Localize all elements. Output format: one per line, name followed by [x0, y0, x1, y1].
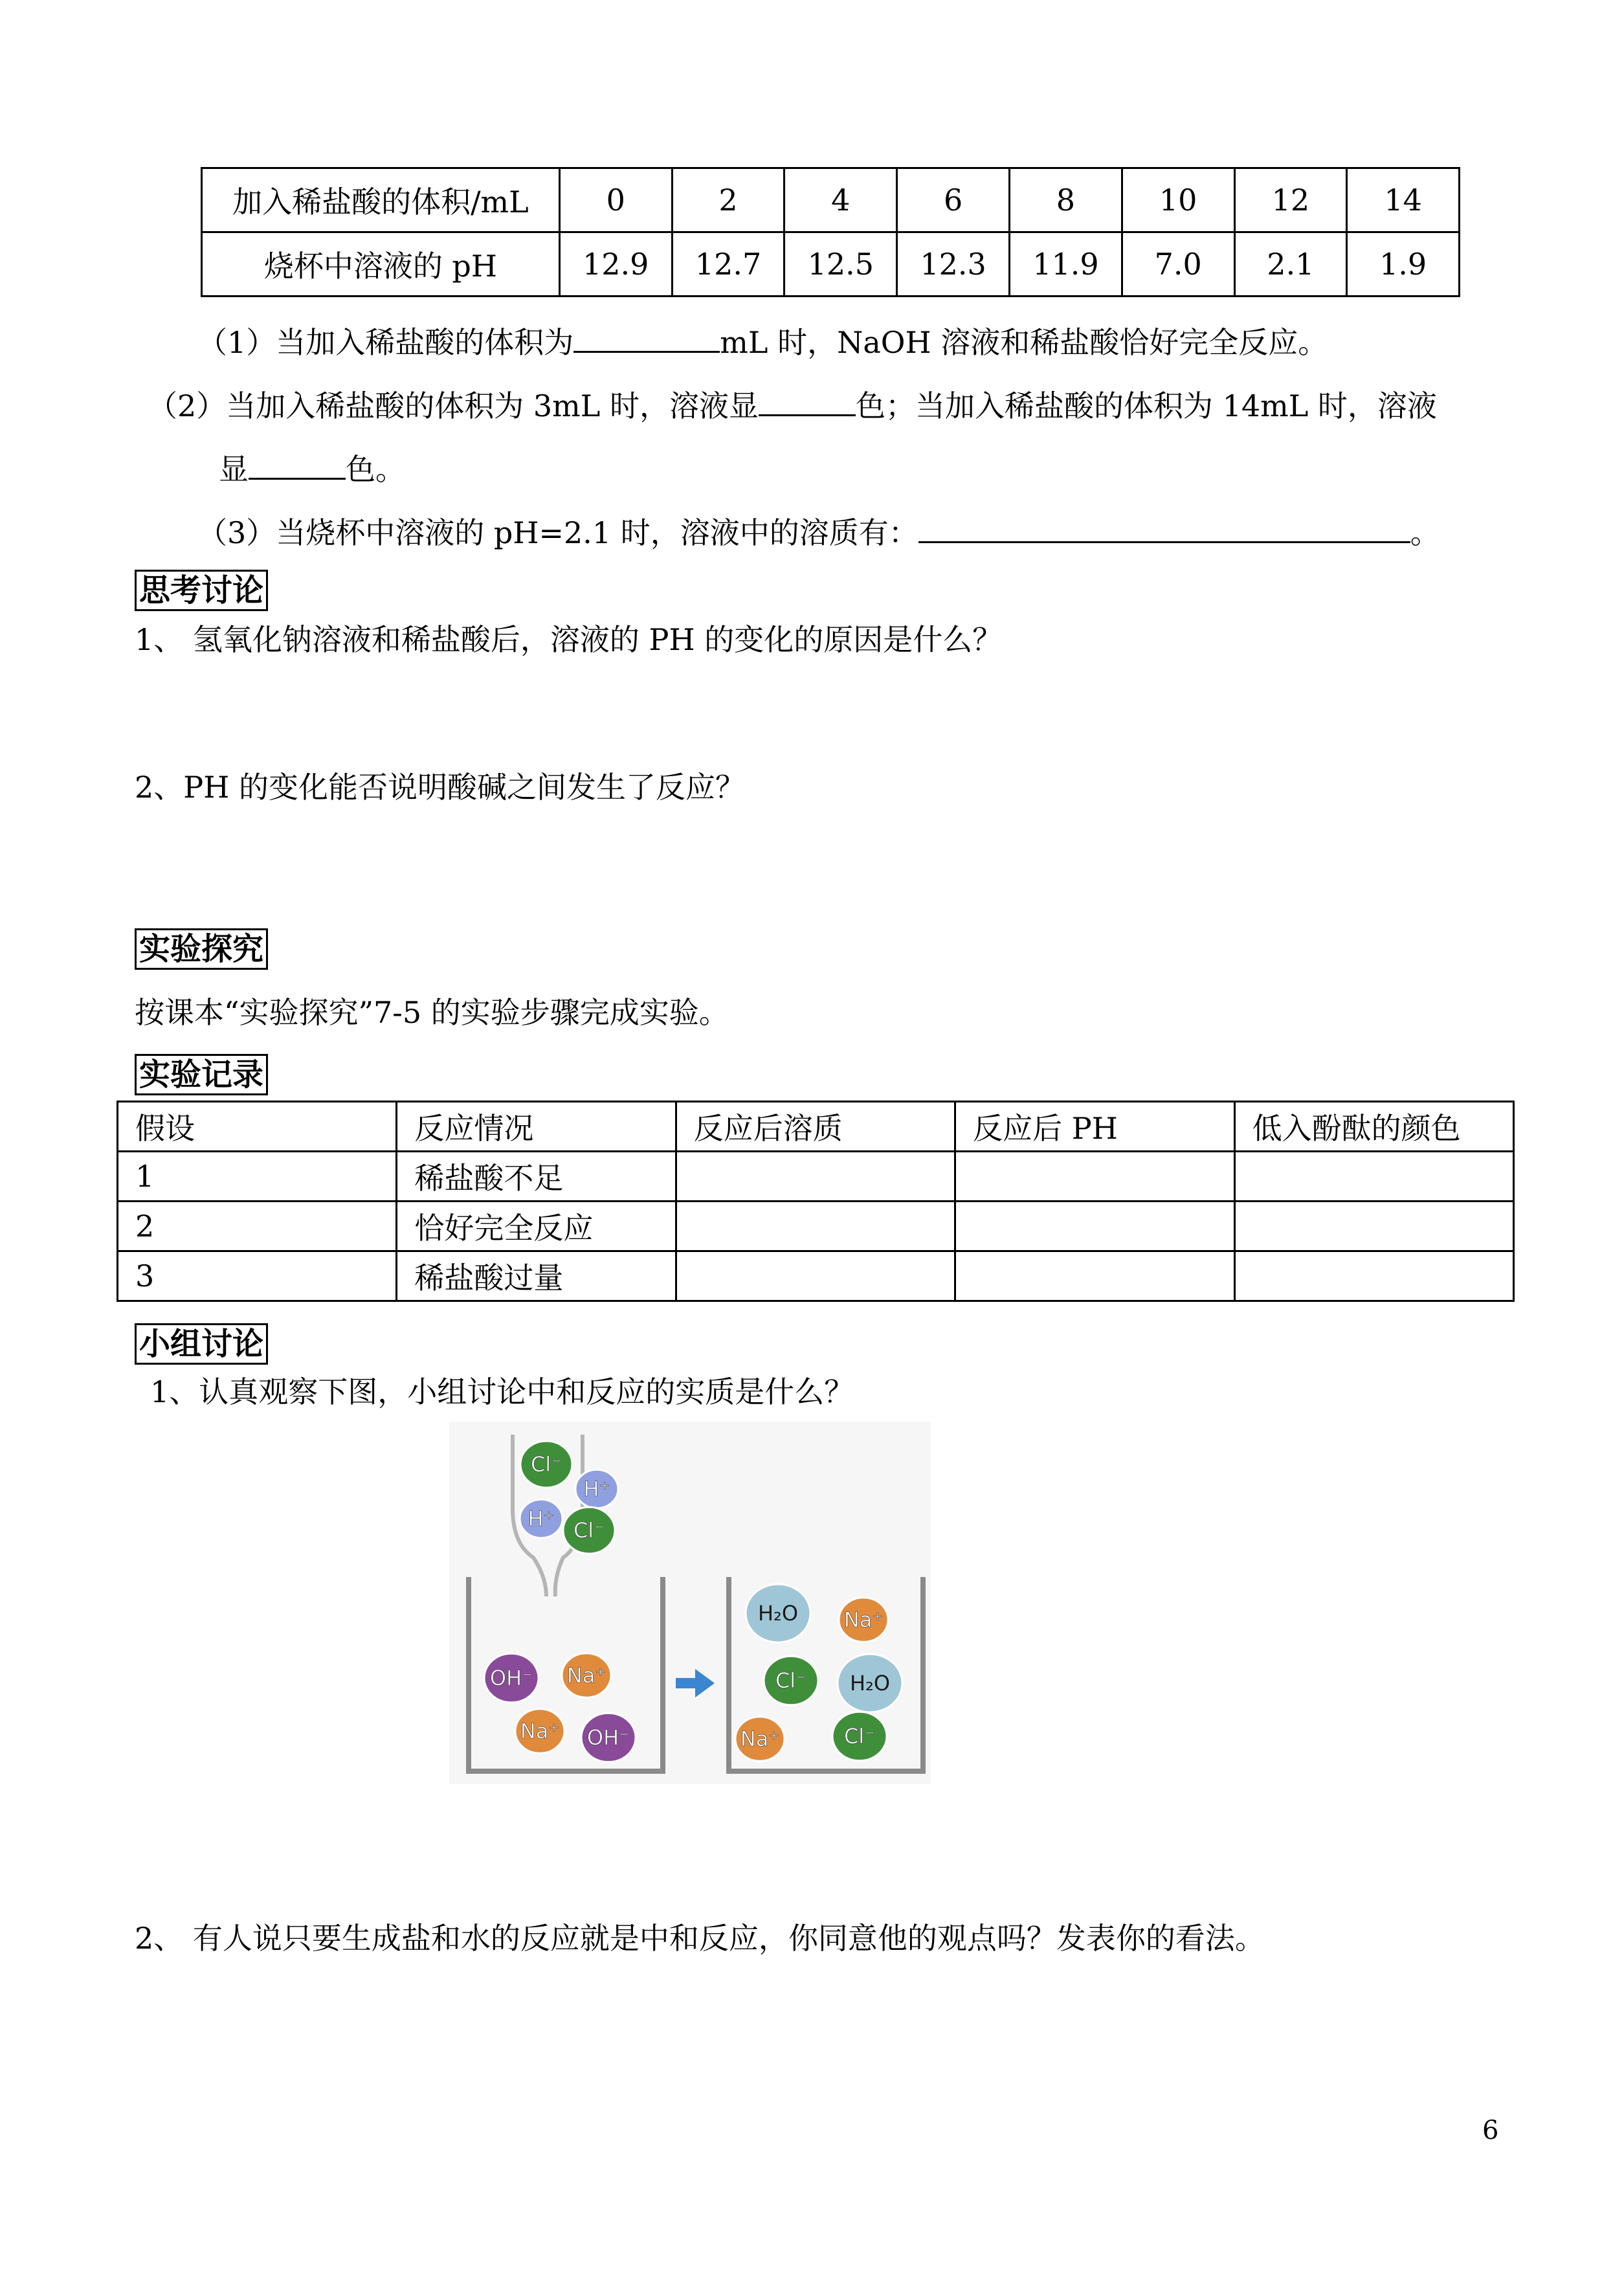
ion-label: Cl⁻	[843, 1724, 876, 1749]
record-cell: 2	[118, 1202, 397, 1251]
record-cell[interactable]	[1234, 1152, 1513, 1202]
ion-label: Na⁺	[740, 1727, 780, 1751]
ph-data-table	[201, 167, 1460, 297]
question-1	[197, 320, 1328, 362]
record-heading: 实验记录	[135, 1054, 268, 1095]
ion-label: OH⁻	[489, 1666, 533, 1690]
ph-cell: 12.9	[559, 232, 672, 296]
record-cell: 稀盐酸过量	[397, 1251, 676, 1301]
volume-cell: 10	[1122, 168, 1234, 232]
record-cell[interactable]	[955, 1251, 1234, 1301]
ph-cell: 1.9	[1347, 232, 1460, 296]
volume-cell: 12	[1234, 168, 1347, 232]
question-2-text-d: 色。	[346, 452, 405, 487]
record-cell[interactable]	[676, 1152, 955, 1202]
record-row	[118, 1152, 1514, 1202]
record-cell[interactable]	[676, 1202, 955, 1251]
question-2-continued	[219, 447, 405, 489]
ion-label: H₂O	[757, 1601, 799, 1626]
answer-blank-color-2[interactable]	[249, 447, 346, 480]
ion-label: H⁺	[583, 1477, 610, 1501]
ph-label: 烧杯中溶液的 pH	[202, 232, 560, 296]
record-header-cell: 反应后 PH	[955, 1102, 1234, 1152]
record-cell[interactable]	[1234, 1202, 1513, 1251]
group-item-2: 2、 有人说只要生成盐和水的反应就是中和反应，你同意他的观点吗？发表你的看法。	[135, 1921, 1265, 1956]
group-discuss-heading: 小组讨论	[135, 1323, 268, 1365]
page-number: 6	[1482, 2116, 1499, 2145]
question-3	[197, 510, 1440, 552]
volume-label: 加入稀盐酸的体积/mL	[202, 168, 560, 232]
record-cell[interactable]	[955, 1152, 1234, 1202]
experiment-text: 按课本“实验探究”7-5 的实验步骤完成实验。	[135, 995, 729, 1030]
record-header-cell: 反应后溶质	[676, 1102, 955, 1152]
question-2-text-c: 显	[219, 452, 249, 487]
volume-cell: 4	[784, 168, 897, 232]
ph-cell: 12.7	[672, 232, 784, 296]
ion-label: Cl⁻	[530, 1452, 562, 1477]
think-item-2: 2、PH 的变化能否说明酸碱之间发生了反应？	[135, 770, 745, 805]
volume-cell: 2	[672, 168, 784, 232]
experiment-heading: 实验探究	[135, 928, 268, 970]
answer-blank-volume[interactable]	[573, 320, 720, 353]
ph-cell: 11.9	[1010, 232, 1122, 296]
record-cell[interactable]	[955, 1202, 1234, 1251]
record-cell: 恰好完全反应	[397, 1202, 676, 1251]
experiment-record-table	[117, 1101, 1515, 1302]
volume-cell: 6	[897, 168, 1010, 232]
volume-row	[202, 168, 1460, 232]
question-2-text-b: 色；当加入稀盐酸的体积为 14mL 时，溶液	[855, 388, 1437, 423]
ion-label: H⁺	[528, 1506, 555, 1531]
record-row	[118, 1251, 1514, 1301]
ion-label: Cl⁻	[573, 1518, 605, 1543]
record-cell: 1	[118, 1152, 397, 1202]
question-2	[148, 383, 1437, 425]
question-2-text-a: （2）当加入稀盐酸的体积为 3mL 时，溶液显	[148, 388, 759, 423]
volume-cell: 8	[1010, 168, 1122, 232]
answer-blank-solutes[interactable]	[918, 510, 1410, 543]
ph-cell: 12.3	[897, 232, 1010, 296]
record-header-cell: 低入酚酞的颜色	[1234, 1102, 1513, 1152]
record-header-row	[118, 1102, 1514, 1152]
record-cell: 稀盐酸不足	[397, 1152, 676, 1202]
question-3-text-a: （3）当烧杯中溶液的 pH=2.1 时，溶液中的溶质有：	[197, 515, 918, 550]
question-1-text-b: mL 时，NaOH 溶液和稀盐酸恰好完全反应。	[720, 325, 1328, 360]
ph-cell: 12.5	[784, 232, 897, 296]
record-cell: 3	[118, 1251, 397, 1301]
ph-cell: 2.1	[1234, 232, 1347, 296]
think-item-1: 1、 氢氧化钠溶液和稀盐酸后，溶液的 PH 的变化的原因是什么？	[135, 622, 1003, 657]
ion-label: H₂O	[849, 1671, 891, 1695]
neutralization-figure	[449, 1422, 931, 1784]
ion-label: OH⁻	[586, 1725, 630, 1750]
question-1-text-a: （1）当加入稀盐酸的体积为	[197, 325, 574, 360]
record-cell[interactable]	[1234, 1251, 1513, 1301]
record-cell[interactable]	[676, 1251, 955, 1301]
ion-label: Na⁺	[843, 1607, 884, 1632]
record-row	[118, 1202, 1514, 1251]
ion-label: Na⁺	[520, 1719, 560, 1743]
answer-blank-color-1[interactable]	[759, 383, 856, 416]
think-discuss-heading: 思考讨论	[135, 570, 268, 611]
volume-cell: 0	[559, 168, 672, 232]
ph-cell: 7.0	[1122, 232, 1234, 296]
ion-label: Cl⁻	[775, 1668, 807, 1693]
ion-label: Na⁺	[566, 1663, 606, 1688]
group-item-1: 1、认真观察下图，小组讨论中和反应的实质是什么？	[150, 1374, 854, 1409]
record-header-cell: 假设	[118, 1102, 397, 1152]
question-3-text-b: 。	[1410, 515, 1440, 550]
ph-row	[202, 232, 1460, 296]
record-header-cell: 反应情况	[397, 1102, 676, 1152]
volume-cell: 14	[1347, 168, 1460, 232]
